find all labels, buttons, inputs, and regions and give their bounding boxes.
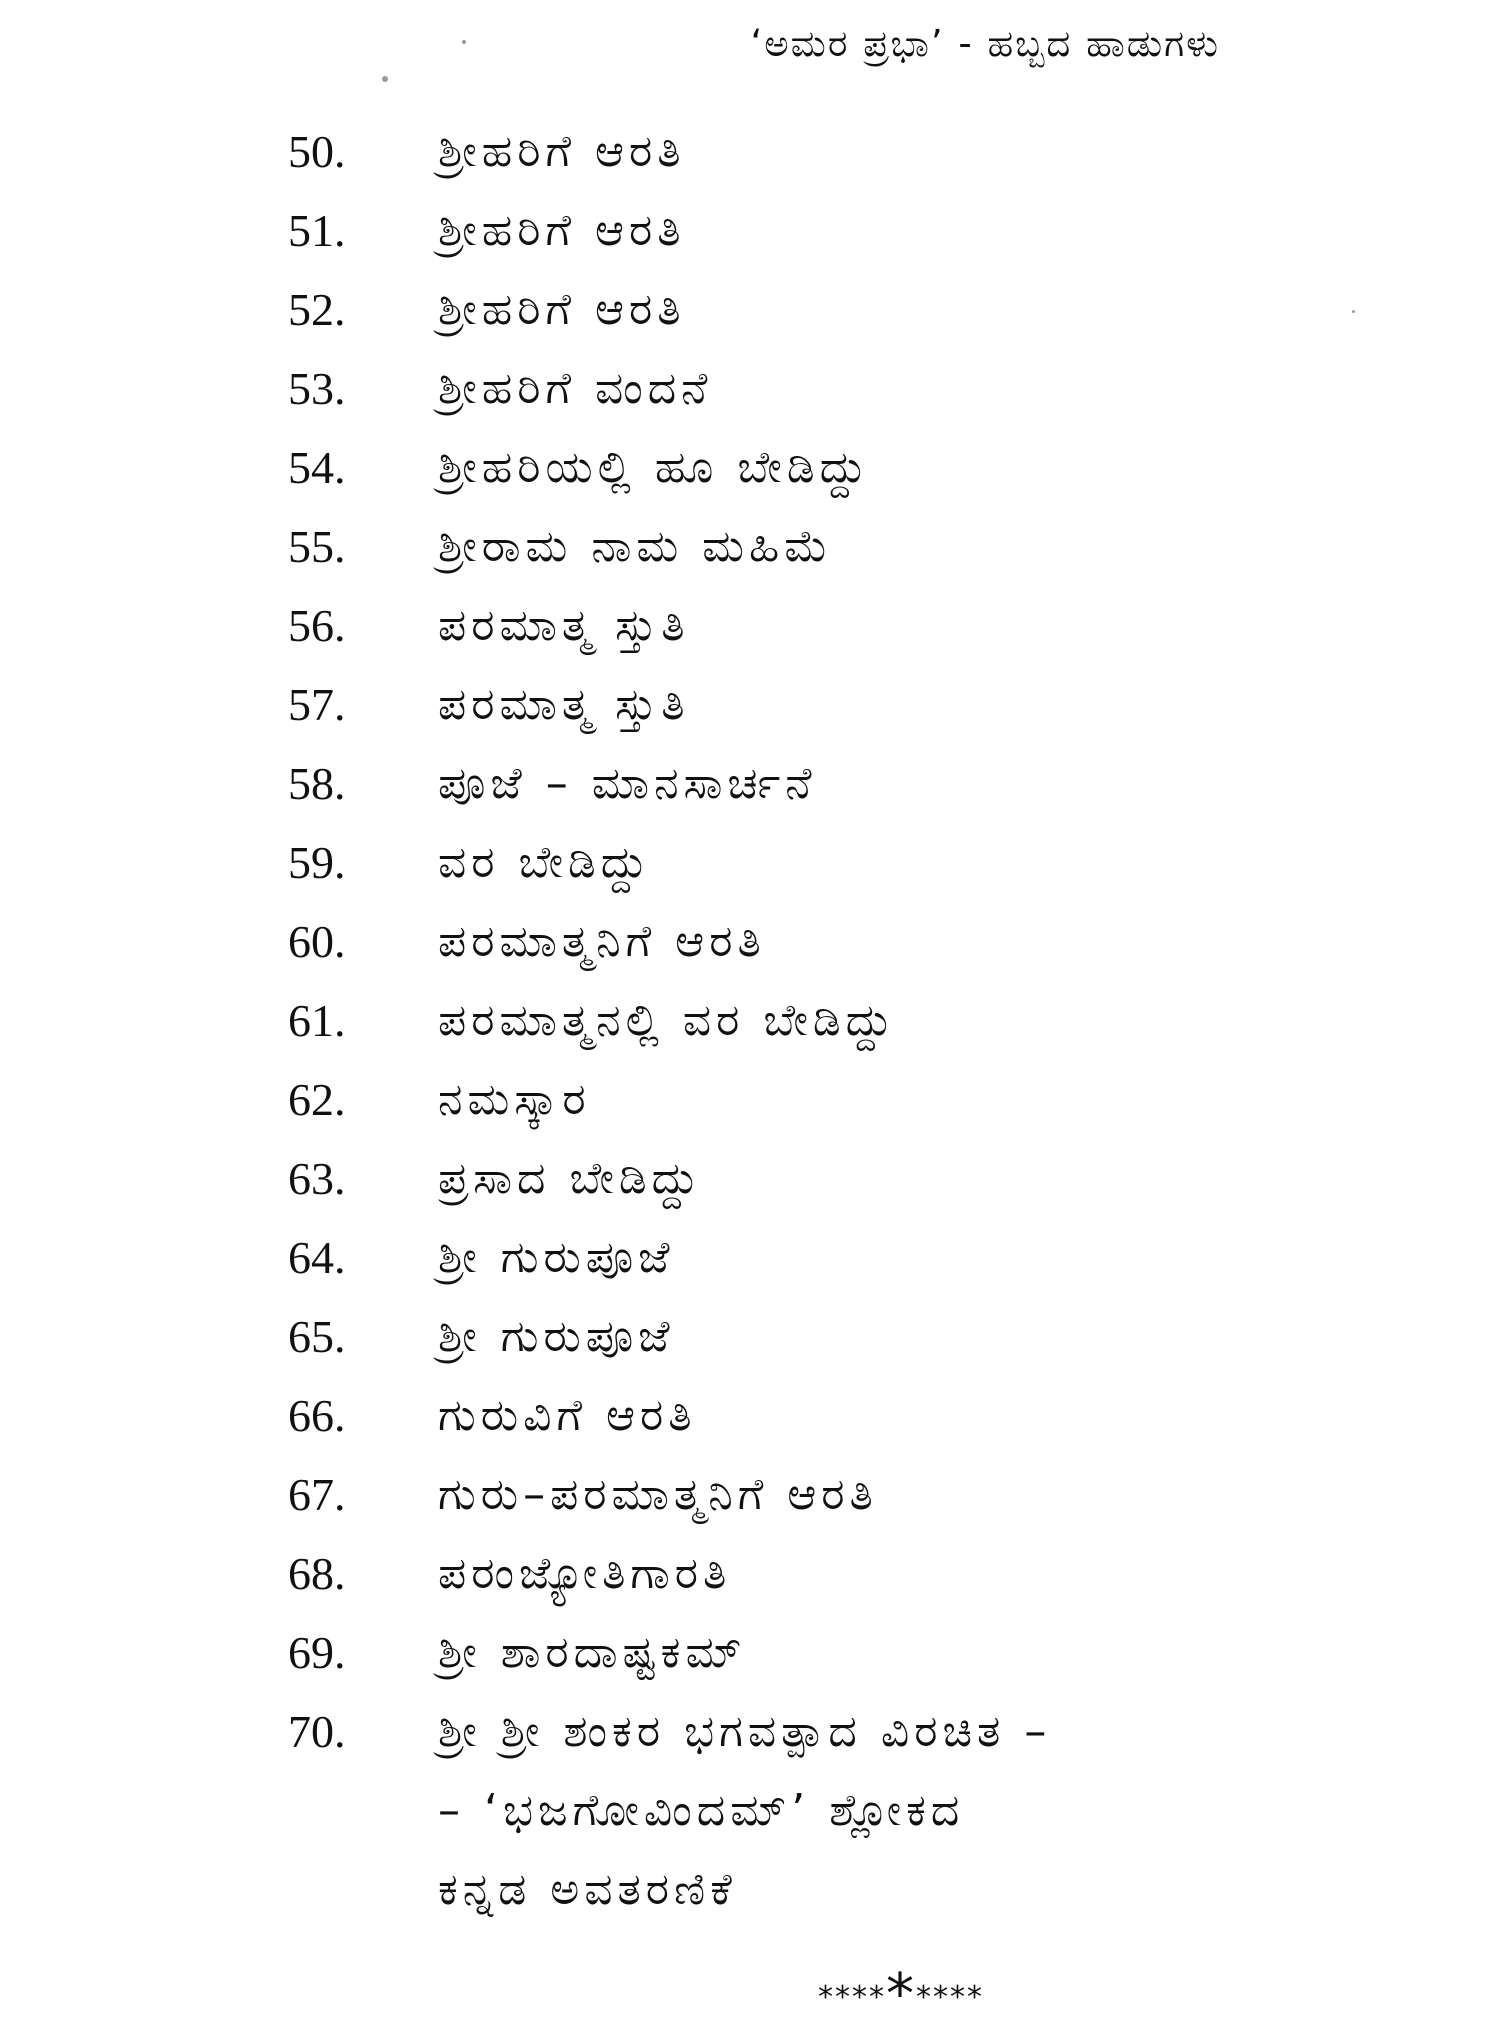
item-number: 69. (288, 1627, 346, 1678)
item-title: ಪರಮಾತ್ಮ ಸ್ತುತಿ (438, 679, 690, 730)
item-number: 64. (288, 1232, 346, 1283)
item-title: ಶ್ರೀರಾಮ ನಾಮ ಮಹಿಮೆ (438, 521, 833, 572)
item-title: ಪರಮಾತ್ಮ ಸ್ತುತಿ (438, 600, 690, 651)
list-item (288, 507, 1051, 586)
item-number: 65. (288, 1311, 346, 1362)
continuation-line: – ‘ಭಜಗೋವಿಂದಮ್’ ಶ್ಲೋಕದ (438, 1785, 965, 1836)
item-title: ಶ್ರೀಹರಿಗೆ ವಂದನೆ (438, 363, 713, 414)
item-title: ವರ ಬೇಡಿದ್ದು (438, 837, 653, 888)
item-number: 53. (288, 363, 346, 414)
item-title: ಗುರು–ಪರಮಾತ್ಮನಿಗೆ ಆರತಿ (438, 1469, 878, 1520)
list-item (288, 902, 1051, 981)
stars-right: **** (916, 1980, 984, 2015)
contents-list (288, 112, 1051, 1929)
item-number: 60. (288, 916, 346, 967)
list-item (288, 586, 1051, 665)
item-title: ಶ್ರೀಹರಿಗೆ ಆರತಿ (438, 126, 686, 177)
stars-left: **** (818, 1980, 886, 2015)
item-number: 62. (288, 1074, 346, 1125)
item-title: ಪರಮಾತ್ಮನಲ್ಲಿ ವರ ಬೇಡಿದ್ದು (438, 995, 898, 1046)
list-item (288, 1613, 1051, 1692)
list-item (288, 1455, 1051, 1534)
item-number: 57. (288, 679, 346, 730)
item-number: 50. (288, 126, 346, 177)
list-item (288, 349, 1051, 428)
item-title: ಶ್ರೀ ಗುರುಪೂಜೆ (438, 1311, 675, 1362)
item-title: ಪೂಜೆ – ಮಾನಸಾರ್ಚನೆ (438, 758, 817, 809)
item-number: 59. (288, 837, 346, 888)
continuation-line: ಕನ್ನಡ ಅವತರಣಿಕೆ (438, 1864, 737, 1915)
list-item (288, 112, 1051, 191)
item-title: ಶ್ರೀಹರಿಗೆ ಆರತಿ (438, 205, 686, 256)
item-number: 58. (288, 758, 346, 809)
item-number: 63. (288, 1153, 346, 1204)
list-item-continuation (288, 1850, 1051, 1929)
list-item (288, 1376, 1051, 1455)
list-item (288, 981, 1051, 1060)
item-title: ಗುರುವಿಗೆ ಆರತಿ (438, 1390, 697, 1441)
scan-speck (462, 40, 466, 44)
list-item (288, 823, 1051, 902)
item-title: ಪರಮಾತ್ಮನಿಗೆ ಆರತಿ (438, 916, 766, 967)
list-item (288, 665, 1051, 744)
item-number: 55. (288, 521, 346, 572)
stars-center: * (886, 1962, 916, 2027)
item-number: 54. (288, 442, 346, 493)
item-number: 56. (288, 600, 346, 651)
item-title: ಶ್ರೀಹರಿಗೆ ಆರತಿ (438, 284, 686, 335)
list-item (288, 1060, 1051, 1139)
list-item (288, 1534, 1051, 1613)
list-item (288, 1218, 1051, 1297)
scan-speck (1352, 310, 1355, 313)
item-number: 66. (288, 1390, 346, 1441)
list-item (288, 1692, 1051, 1771)
item-title: ಶ್ರೀಹರಿಯಲ್ಲಿ ಹೂ ಬೇಡಿದ್ದು (438, 442, 871, 493)
item-number: 67. (288, 1469, 346, 1520)
page-header: ‘ಅಮರ ಪ್ರಭಾ’ - ಹಬ್ಬದ ಹಾಡುಗಳು (750, 22, 1220, 65)
list-item (288, 270, 1051, 349)
item-title: ಪರಂಜ್ಯೋತಿಗಾರತಿ (438, 1548, 732, 1599)
list-item (288, 191, 1051, 270)
list-item (288, 1297, 1051, 1376)
item-number: 61. (288, 995, 346, 1046)
list-item (288, 1139, 1051, 1218)
scan-speck (382, 76, 388, 82)
item-title: ಪ್ರಸಾದ ಬೇಡಿದ್ದು (438, 1153, 704, 1204)
item-number: 52. (288, 284, 346, 335)
item-title: ಶ್ರೀ ಶ್ರೀ ಶಂಕರ ಭಗವತ್ಪಾದ ವಿರಚಿತ – (438, 1706, 1052, 1757)
item-title: ಶ್ರೀ ಗುರುಪೂಜೆ (438, 1232, 675, 1283)
item-number: 51. (288, 205, 346, 256)
item-title: ಶ್ರೀ ಶಾರದಾಷ್ಟಕಮ್ (438, 1627, 747, 1678)
end-ornament (818, 1962, 984, 2027)
list-item-continuation (288, 1771, 1051, 1850)
item-title: ನಮಸ್ಕಾರ (438, 1074, 591, 1125)
list-item (288, 428, 1051, 507)
item-number: 70. (288, 1706, 346, 1757)
item-number: 68. (288, 1548, 346, 1599)
list-item (288, 744, 1051, 823)
